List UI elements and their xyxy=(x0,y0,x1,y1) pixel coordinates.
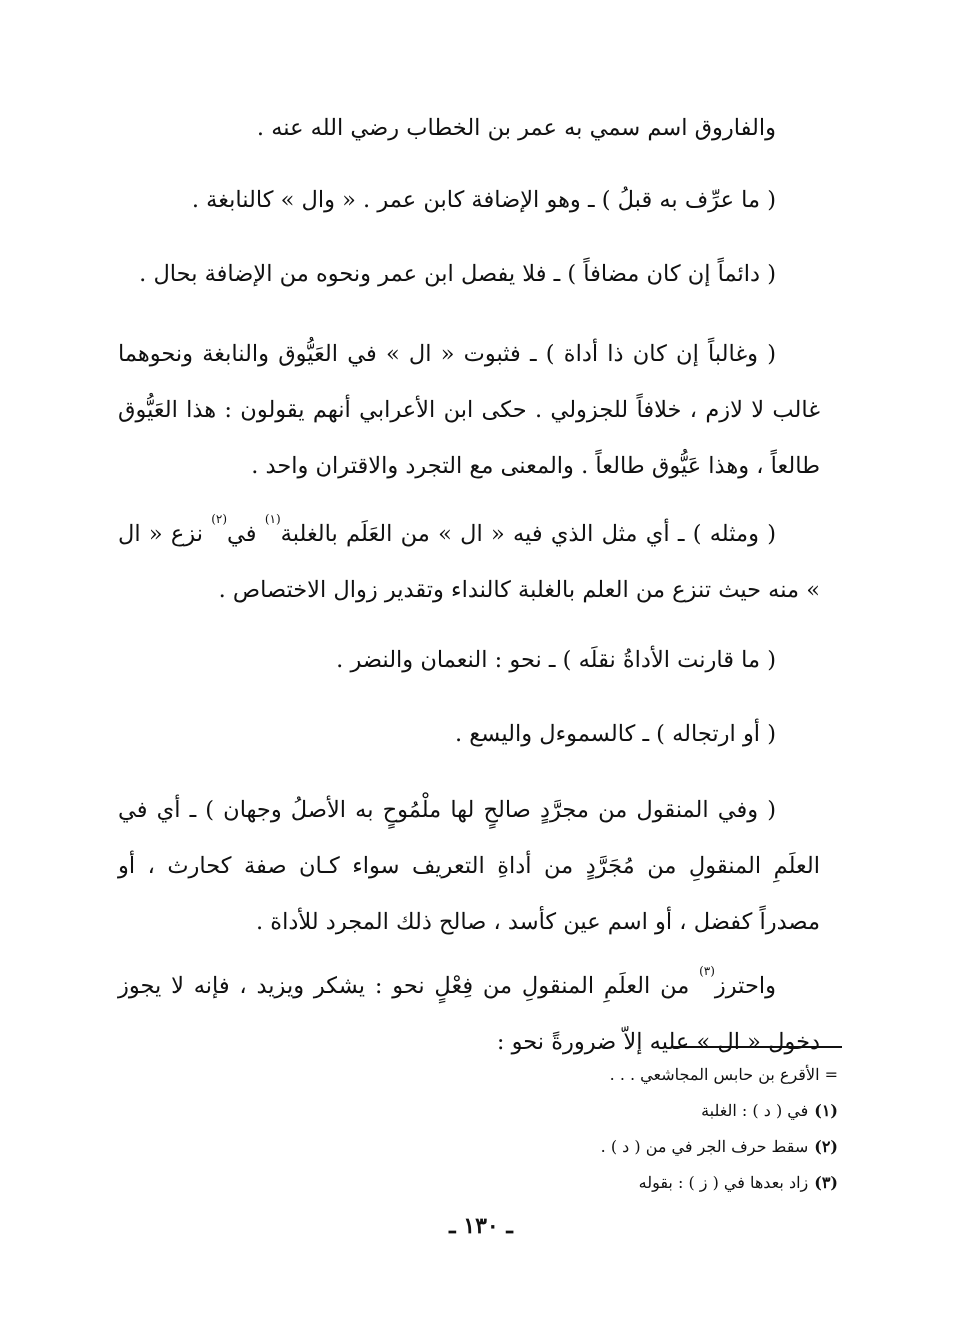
paragraph xyxy=(118,632,820,688)
footnote-number: (٢) xyxy=(814,1137,838,1156)
paragraph-text: ( أو ارتجاله ) ـ كالسموءل واليسع . xyxy=(454,721,776,747)
paragraph xyxy=(118,958,820,1070)
footnote-continuation: = الأقرع بن حابس المجاشعي . . . xyxy=(609,1065,838,1084)
footnote-divider xyxy=(672,1046,842,1048)
paragraph-text: نزع « ال » منه حيث تنزع من العلم بالغلبة كالنداء وتقدير زوال الاختصاص . xyxy=(118,521,820,603)
footnote-number: (١) xyxy=(814,1101,838,1120)
footnote-ref-1[interactable]: (١) xyxy=(264,512,281,526)
paragraph-text: من العلَمِ المنقولِ من فِعْلٍ نحو : يشكر ويزيد ، فإنه لا يجوز دخول « ال » عليه إلاّ ضرورةً نحو : xyxy=(118,973,820,1055)
footnote-text: زاد بعدها في ( ز ) : بقوله xyxy=(638,1173,809,1192)
paragraph xyxy=(118,326,820,494)
paragraph xyxy=(118,782,820,950)
main-text xyxy=(118,100,820,1070)
footnote-item xyxy=(420,1093,838,1129)
paragraph-text: ( ما عرِّف به قبلُ ) ـ وهو الإضافة كابن عمر . « وال » كالنابغة . xyxy=(191,187,776,213)
footnotes xyxy=(420,1057,838,1201)
paragraph-text: ( ما قارنت الأداةُ نقلَه ) ـ نحو : النعمان والنضر . xyxy=(336,647,776,673)
paragraph-text: والفاروق اسم سمي به عمر بن الخطاب رضي الله عنه . xyxy=(256,115,776,141)
paragraph xyxy=(118,706,820,762)
paragraph-text: واحترز xyxy=(714,973,776,999)
footnote-text: في ( د ) : الغلبة xyxy=(701,1101,809,1120)
paragraph xyxy=(118,172,820,228)
paragraph-text: في xyxy=(227,521,265,547)
paragraph-text: ( وفي المنقول من مجرَّدٍ صالحٍ لها ملْمُوحٍ به الأصلُ وجهان ) ـ أي في العلَمِ المنقولِ من مُجَرَّدٍ من أداةِ التعريف سواء كـان صفة كحارث ، أو مصدراً كفضل ، أو اسم عين كأسد ، صالح ذلك المجرد للأداة . xyxy=(118,797,820,935)
footnote-ref-3[interactable]: (٣) xyxy=(699,964,715,978)
paragraph xyxy=(118,246,820,302)
paragraph-text: ( ومثله ) ـ أي مثل الذي فيه « ال » من العَلَم بالغلبة xyxy=(280,521,776,547)
paragraph-text: ( دائماً إن كان مضافاً ) ـ فلا يفصل ابن عمر ونحوه من الإضافة بحال . xyxy=(139,261,776,287)
paragraph-text: ( وغالباً إن كان ذا أداة ) ـ فثبوت « ال » في العَيُّوق والنابغة ونحوهما غالب لا لازم ، خلافاً للجزولي . حكى ابن الأعرابي أنهم يقولون : هذا العَيُّوق طالعاً ، وهذا عَيُّوق طالعاً . والمعنى مع التجرد والاقتران واحد . xyxy=(118,341,820,479)
paragraph xyxy=(118,506,820,618)
footnote-item xyxy=(420,1129,838,1165)
footnote-item xyxy=(420,1165,838,1201)
page-number: ـ ١٣٠ ـ xyxy=(449,1213,513,1239)
footnote-number: (٣) xyxy=(814,1173,838,1192)
footnote-text: سقط حرف الجر في من ( د ) . xyxy=(600,1137,809,1156)
footnote-ref-2[interactable]: (٢) xyxy=(211,512,228,526)
paragraph xyxy=(118,100,820,156)
